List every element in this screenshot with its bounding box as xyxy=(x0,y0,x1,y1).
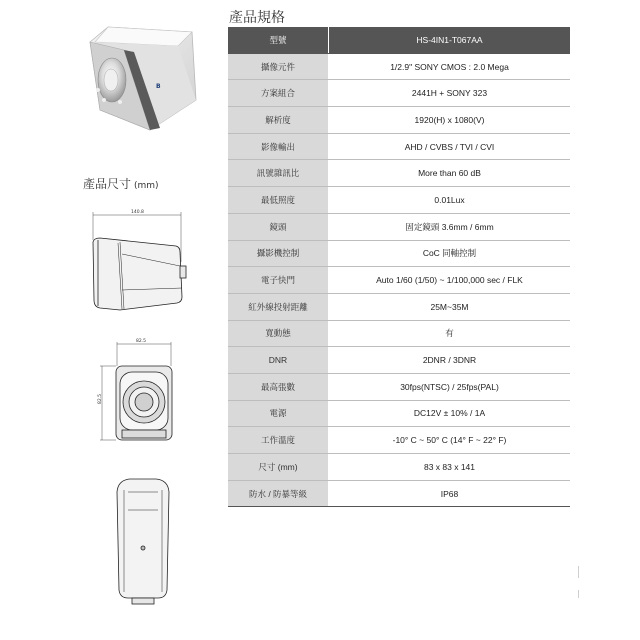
dimension-title-text: 產品尺寸 xyxy=(83,177,132,191)
camera-photo xyxy=(90,27,196,130)
spec-row xyxy=(228,267,570,294)
spec-key: 紅外線投射距離 xyxy=(228,293,329,320)
front-height-label: 82.5 xyxy=(98,393,103,404)
bottom-view-drawing xyxy=(117,479,169,604)
spec-row xyxy=(228,293,570,320)
spec-row xyxy=(228,160,570,187)
edge-mark xyxy=(578,590,579,598)
side-view-drawing xyxy=(93,212,186,310)
spec-value: Auto 1/60 (1/50) ~ 1/100,000 sec / FLK xyxy=(329,267,571,294)
spec-key: 電源 xyxy=(228,400,329,427)
spec-row xyxy=(228,53,570,80)
spec-key: 尺寸 (mm) xyxy=(228,454,329,481)
spec-row xyxy=(228,27,570,53)
spec-key: 影像輸出 xyxy=(228,133,329,160)
spec-row xyxy=(228,427,570,454)
spec-value: -10° C ~ 50° C (14° F ~ 22° F) xyxy=(329,427,571,454)
spec-row xyxy=(228,213,570,240)
spec-key: 鏡頭 xyxy=(228,213,329,240)
spec-key: 工作溫度 xyxy=(228,427,329,454)
spec-value: 2441H + SONY 323 xyxy=(329,80,571,107)
spec-value: 83 x 83 x 141 xyxy=(329,454,571,481)
spec-value: 2DNR / 3DNR xyxy=(329,347,571,374)
side-width-label: 140.8 xyxy=(131,210,144,215)
spec-value: CoC 同軸控制 xyxy=(329,240,571,267)
spec-value: 0.01Lux xyxy=(329,187,571,214)
spec-table xyxy=(228,27,570,507)
spec-row xyxy=(228,454,570,481)
spec-row xyxy=(228,187,570,214)
spec-row xyxy=(228,480,570,507)
spec-key: 方案組合 xyxy=(228,80,329,107)
spec-value: 30fps(NTSC) / 25fps(PAL) xyxy=(329,373,571,400)
spec-row xyxy=(228,373,570,400)
spec-key: 寬動態 xyxy=(228,320,329,347)
spec-title: 產品規格 xyxy=(229,10,285,26)
dimension-unit: (mm) xyxy=(134,181,159,191)
spec-key: 電子快門 xyxy=(228,267,329,294)
spec-row xyxy=(228,320,570,347)
spec-value: AHD / CVBS / TVI / CVI xyxy=(329,133,571,160)
spec-value: 1920(H) x 1080(V) xyxy=(329,107,571,134)
spec-value: More than 60 dB xyxy=(329,160,571,187)
spec-value: DC12V ± 10% / 1A xyxy=(329,400,571,427)
front-width-label: 82.5 xyxy=(136,339,147,344)
brand-logo: B xyxy=(156,83,161,90)
spec-key: 攝影機控制 xyxy=(228,240,329,267)
spec-key: 防水 / 防暴等級 xyxy=(228,480,329,507)
spec-key: 解析度 xyxy=(228,107,329,134)
spec-key: 型號 xyxy=(228,27,329,53)
spec-key: 訊號雜訊比 xyxy=(228,160,329,187)
spec-value: 1/2.9" SONY CMOS : 2.0 Mega xyxy=(329,53,571,80)
spec-key: 最低照度 xyxy=(228,187,329,214)
front-view-drawing xyxy=(100,342,172,440)
spec-value: IP68 xyxy=(329,480,571,507)
spec-key: DNR xyxy=(228,347,329,374)
spec-row xyxy=(228,107,570,134)
spec-row xyxy=(228,347,570,374)
spec-value: 固定鏡頭 3.6mm / 6mm xyxy=(329,213,571,240)
spec-value: HS-4IN1-T067AA xyxy=(329,27,571,53)
edge-mark xyxy=(578,566,579,578)
spec-value: 有 xyxy=(329,320,571,347)
spec-row xyxy=(228,400,570,427)
spec-row xyxy=(228,80,570,107)
spec-key: 攝像元件 xyxy=(228,53,329,80)
spec-key: 最高張數 xyxy=(228,373,329,400)
spec-row xyxy=(228,133,570,160)
spec-value: 25M~35M xyxy=(329,293,571,320)
spec-row xyxy=(228,240,570,267)
dimension-title xyxy=(83,175,159,192)
